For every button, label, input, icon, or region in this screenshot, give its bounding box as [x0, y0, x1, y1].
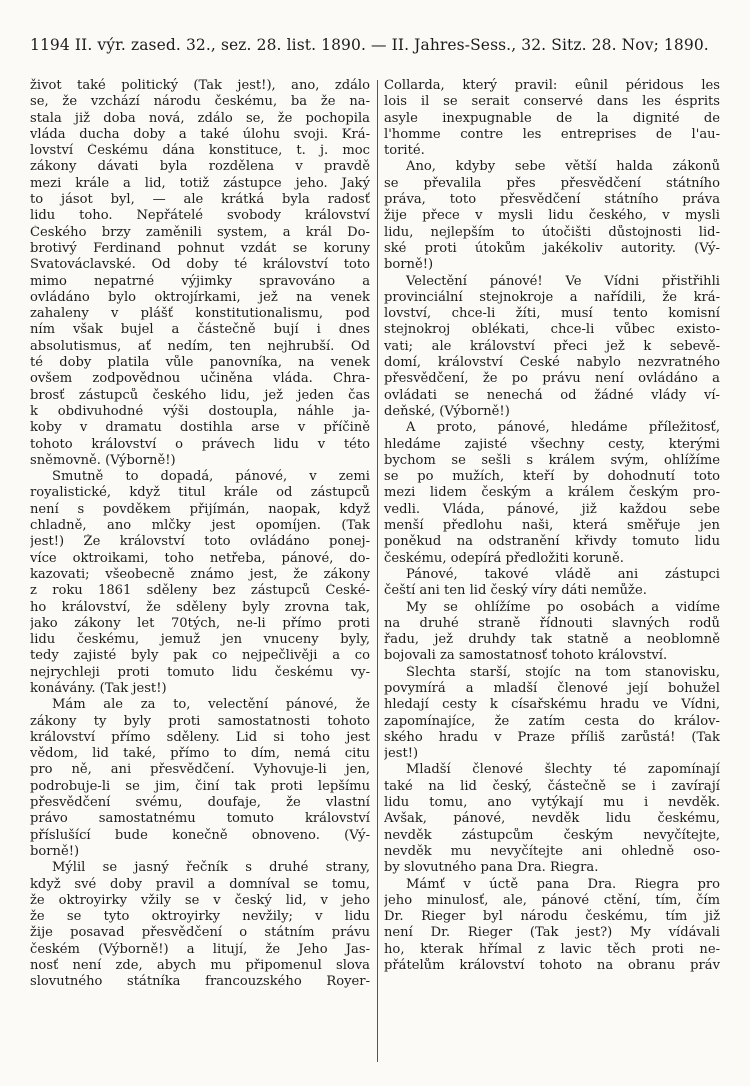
text-line: jest!) [384, 746, 419, 762]
text-line: právo samostatnému tomuto království [30, 811, 370, 827]
text-line: zapomínajíce, že zatím cesta do králov- [384, 713, 720, 729]
text-line: stala již doba nová, zdálo se, že pochopila [30, 110, 370, 126]
text-line: příslušící bude konečně obnoveno. (Vý- [30, 827, 370, 843]
text-line: deňské, (Výborně!) [384, 403, 510, 419]
text-line: království přímo sděleny. Lid si toho jest [30, 729, 370, 745]
text-line: royalistické, když titul krále od zástupců [30, 485, 370, 501]
text-line: přátelům království tohoto na obranu práv [384, 958, 720, 974]
text-columns [30, 78, 722, 1068]
text-line: jeho minulosť, ale, pánové ctění, tím, čím [384, 892, 720, 908]
text-line: lidu českému, jemuž jen vnuceny byly, [30, 632, 370, 648]
text-line: řadu, jež druhdy tak statně a neoblomně [384, 632, 720, 648]
text-line: českému, odepírá předložiti koruně. [384, 550, 624, 566]
text-line: k obdivuhodné výši dostoupla, náhle ja- [30, 403, 370, 419]
text-line: také na lid český, částečně se i zavírají [384, 778, 720, 794]
text-line: ho království, že sděleny byly zrovna tak, [30, 599, 370, 615]
text-line: Svatováclavské. Od doby té království toto [30, 257, 370, 273]
text-line: mezi krále a lid, totiž zástupce jeho. Jaký [30, 175, 370, 191]
text-line: vedli. Vláda, pánové, již každou sebe [384, 501, 720, 517]
text-line: ho, kterak hřímal z lavic těch proti ne- [384, 941, 720, 957]
text-line: žije přece v mysli lidu českého, v mysli [384, 208, 720, 224]
text-line: domí, království České nabylo nezvratného [384, 355, 720, 371]
text-line: hledají cesty k císařskému hradu ve Vídni, [384, 697, 720, 713]
text-line: z roku 1861 sděleny bez zástupců České- [30, 583, 370, 599]
text-line: poněkud na odstranění křivdy tomuto lidu [384, 534, 720, 550]
text-line: nosť není zde, abych mu připomenul slova [30, 958, 370, 974]
text-line: vědom, lid také, přímo to dím, nemá citu [30, 746, 370, 762]
text-line: Dr. Rieger byl národu českému, tím již [384, 909, 720, 925]
text-line: mimo nepatrné výjimky spravováno a [30, 273, 370, 289]
text-line: stejnokroj oblékati, chce-li vůbec existo- [384, 322, 720, 338]
text-line: My se ohlížíme po osobách a vidíme [406, 599, 720, 615]
text-line: vati; ale království přeci jež k sebevě- [384, 338, 720, 354]
text-line: Avšak, pánové, nevděk lidu českému, [384, 811, 720, 827]
left-column [30, 78, 370, 1068]
text-line: provinciální stejnokroje a nařídili, že krá- [384, 289, 720, 305]
text-line: ské proti útokům jakékoliv autority. (Vý- [384, 240, 720, 256]
text-line: lovství Českému dána konstituce, t. j. moc [30, 143, 370, 159]
text-line: přesvědčení, že po právu není ovládáno a [384, 371, 720, 387]
page-header: 1194 II. výr. zased. 32., sez. 28. list. 1890. — II. Jahres-Sess., 32. Sitz. 28. Nov; 1890. [30, 36, 709, 54]
text-line: by slovutného pana Dra. Riegra. [384, 860, 599, 876]
text-line: zákony dávati byla rozdělena v pravdě [30, 159, 370, 175]
text-line: Pánové, takové vládě ani zástupci [406, 566, 720, 582]
text-line: menší předlohu naši, která směřuje jen [384, 518, 720, 534]
text-line: jest!) Že království toto ovládáno ponej- [30, 534, 370, 550]
text-line: brosť zástupců českého lidu, jež jeden čas [30, 387, 370, 403]
text-line: život také politický (Tak jest!), ano, zdálo [30, 78, 370, 93]
text-line: borně!) [384, 257, 434, 273]
text-line: práva, toto přesvědčení státního práva [384, 192, 720, 208]
text-line: asyle inexpugnable de la dignité de [384, 110, 720, 126]
text-line: lois il se serait conservé dans les ésprits [384, 94, 720, 110]
text-line: jako zákony let 70tých, ne-li přímo proti [30, 615, 370, 631]
text-line: lidu tomu, ano vytýkají mu i nevděk. [384, 795, 720, 811]
text-line: bychom se sešli s králem svým, ohlížíme [384, 452, 720, 468]
text-line: chladně, ano mlčky jest opomíjen. (Tak [30, 518, 370, 534]
text-line: A proto, pánové, hledáme příležitosť, [406, 420, 720, 436]
text-line: lovství, chce-li žíti, musí tento komisní [384, 306, 720, 322]
text-line: bojovali za samostatnosť tohoto království. [384, 648, 668, 664]
text-line: povymírá a mladší členové její bohužel [384, 680, 720, 696]
text-line: čeští ani ten lid český víry dáti nemůže. [384, 583, 647, 599]
text-line: absolutismus, ať nedím, ten nejhrubší. Od [30, 338, 370, 354]
text-line: není Dr. Rieger (Tak jest?) My vídávali [384, 925, 720, 941]
text-line: že se tyto oktroyirky nevžily; v lidu [30, 909, 370, 925]
text-line: Mýlil se jasný řečník s druhé strany, [52, 860, 370, 876]
text-line: zákony ty byly proti samostatnosti tohoto [30, 713, 370, 729]
text-line: lidu, nejlepším to útočišti důstojnosti lid- [384, 224, 720, 240]
text-line: více oktroikami, toho netřeba, pánové, do- [30, 550, 370, 566]
text-line: žije posavad přesvědčení o státním právu [30, 925, 370, 941]
text-line: českém (Výborně!) a litují, že Jeho Jas- [30, 941, 370, 957]
text-line: lidu toho. Nepřátelé svobody království [30, 208, 370, 224]
text-line: ním však bujel a částečně bují i dnes [30, 322, 370, 338]
text-line: přesvědčení svému, doufaje, že vlastní [30, 795, 370, 811]
text-line: slovutného státníka francouzského Royer- [30, 974, 370, 990]
text-line: Českého brzy zaměnili system, a král Do- [30, 224, 370, 240]
text-line: Šlechta starší, stojíc na tom stanovisku, [406, 664, 720, 680]
text-line: Velectění pánové! Ve Vídni přistřihli [406, 273, 720, 289]
text-line: Mladší členové šlechty té zapomínají [406, 762, 720, 778]
text-line: nejrychleji proti tomuto lidu českému vy- [30, 664, 370, 680]
text-line: se převalila přes přesvědčení státního [384, 175, 720, 191]
text-line: tohoto království o právech lidu v této [30, 436, 370, 452]
text-line: vláda ducha doby a také úlohu svoji. Krá- [30, 126, 370, 142]
text-line: Smutně to dopadá, pánové, v zemi [52, 469, 370, 485]
text-line: nevděk zástupcům českým nevyčítejte, [384, 827, 720, 843]
text-line: ovládati se nenechá od žádné vlády ví- [384, 387, 720, 403]
text-line: když své doby pravil a domníval se tomu, [30, 876, 370, 892]
text-line: Mám ale za to, velectění pánové, že [52, 697, 370, 713]
text-line: se, že vzchází národu českému, ba že na- [30, 94, 370, 110]
text-line: torité. [384, 143, 425, 159]
text-line: brotivý Ferdinand pohnut vzdát se koruny [30, 240, 370, 256]
text-line: té doby platila vůle panovníka, na venek [30, 355, 370, 371]
text-line: hledáme zajisté všechny cesty, kterými [384, 436, 720, 452]
text-line: podrobuje-li se jim, činí tak proti lepšímu [30, 778, 370, 794]
text-line: Mámť v úctě pana Dra. Riegra pro [406, 876, 720, 892]
text-line: se po mužích, kteří by dohodnutí toto [384, 469, 720, 485]
text-line: mezi lidem českým a králem českým pro- [384, 485, 720, 501]
text-line: ovládáno bylo oktrojírkami, jež na venek [30, 289, 370, 305]
text-line: nevděk mu nevyčítejte ani ohledně oso- [384, 843, 720, 859]
text-line: Ano, kdyby sebe větší halda zákonů [406, 159, 720, 175]
text-line: Collarda, který pravil: eûnil péridous les [384, 78, 720, 93]
text-line: zahaleny v plášť konstitutionalismu, pod [30, 306, 370, 322]
text-line: konávány. (Tak jest!) [30, 680, 167, 696]
text-line: ovšem zodpovědnou učiněna vláda. Chra- [30, 371, 370, 387]
text-line: kazovati; všeobecně známo jest, že zákony [30, 566, 370, 582]
text-line: pro ně, ani přesvědčení. Vyhovuje-li jen, [30, 762, 370, 778]
text-line: to jásot byl, — ale krátká byla radosť [30, 192, 370, 208]
text-line: sněmovně. (Výborně!) [30, 452, 176, 468]
text-line: koby v dramatu dostihla arse v příčině [30, 420, 370, 436]
text-line: borně!) [30, 843, 80, 859]
text-line: l'homme contre les entreprises de l'au- [384, 126, 720, 142]
text-line: že oktroyirky vžily se v český lid, v jeho [30, 892, 370, 908]
text-line: není s povděkem přijímán, naopak, když [30, 501, 370, 517]
text-line: tedy zajisté byly pak co nejpečlivěji a co [30, 648, 370, 664]
right-column [384, 78, 720, 1068]
text-line: ského hradu v Praze příliš zarůstá! (Tak [384, 729, 720, 745]
text-line: na druhé straně řídnouti slavných rodů [384, 615, 720, 631]
column-divider [377, 80, 378, 1062]
